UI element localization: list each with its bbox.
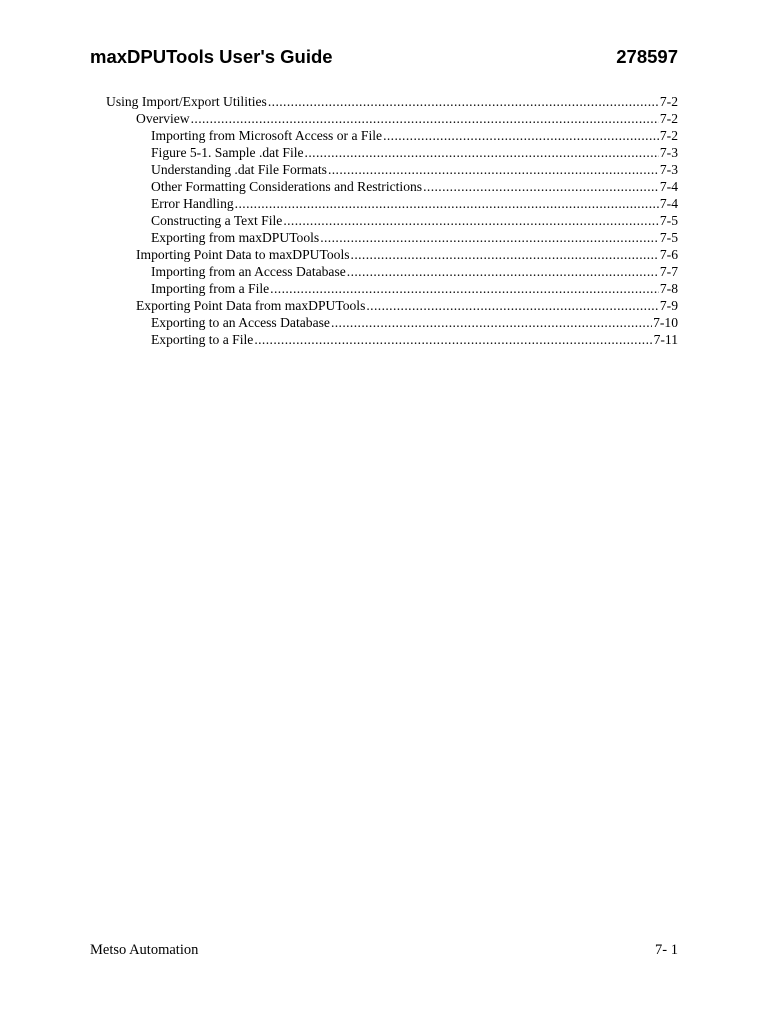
toc-leader-dots (270, 280, 659, 297)
toc-entry-title: Constructing a Text File (151, 213, 283, 228)
toc-entry-title: Other Formatting Considerations and Restrictions (151, 179, 423, 194)
toc-entry[interactable] (151, 263, 678, 280)
toc-entry[interactable] (151, 178, 678, 195)
toc-entry-page: 7-2 (659, 128, 678, 143)
toc-entry-title: Importing Point Data to maxDPUTools (136, 247, 350, 262)
toc-entry-title: Exporting Point Data from maxDPUTools (136, 298, 366, 313)
toc-entry-title: Understanding .dat File Formats (151, 162, 327, 177)
toc-entry-page: 7-2 (659, 94, 678, 109)
toc-entry[interactable] (151, 331, 678, 348)
toc-leader-dots (283, 212, 659, 229)
toc-leader-dots (423, 178, 659, 195)
toc-entry-page: 7-4 (659, 196, 678, 211)
toc-entry-title: Exporting to a File (151, 332, 254, 347)
toc-leader-dots (305, 144, 659, 161)
toc-leader-dots (366, 297, 659, 314)
toc-entry-page: 7-5 (659, 213, 678, 228)
toc-entry-title: Importing from Microsoft Access or a File (151, 128, 383, 143)
toc-entry-title: Figure 5-1. Sample .dat File (151, 145, 304, 160)
toc-leader-dots (268, 93, 659, 110)
toc-entry-page: 7-9 (659, 298, 678, 313)
toc-leader-dots (383, 127, 659, 144)
toc-entry-page: 7-4 (659, 179, 678, 194)
toc-entry-page: 7-5 (659, 230, 678, 245)
toc-entry[interactable] (151, 212, 678, 229)
document-title: maxDPUTools User's Guide (90, 46, 333, 67)
toc-entry-title: Error Handling (151, 196, 234, 211)
toc-entry-page: 7-8 (659, 281, 678, 296)
toc-entry[interactable] (151, 144, 678, 161)
toc-entry-page: 7-2 (659, 111, 678, 126)
toc-leader-dots (351, 246, 659, 263)
toc-entry[interactable] (151, 280, 678, 297)
toc-entry[interactable] (151, 195, 678, 212)
toc-entry[interactable] (151, 229, 678, 246)
toc-leader-dots (328, 161, 659, 178)
toc-entry-title: Overview (136, 111, 190, 126)
toc-leader-dots (320, 229, 659, 246)
toc-leader-dots (235, 195, 659, 212)
page-header (90, 46, 678, 68)
toc-entry[interactable] (136, 297, 678, 314)
toc-entry[interactable] (136, 110, 678, 127)
toc-entry-title: Importing from an Access Database (151, 264, 346, 279)
toc-entry[interactable] (136, 246, 678, 263)
footer-page-number: 7- 1 (655, 942, 678, 958)
toc-leader-dots (331, 314, 652, 331)
toc-entry-title: Exporting from maxDPUTools (151, 230, 320, 245)
toc-entry-page: 7-6 (659, 247, 678, 262)
toc-entry[interactable] (151, 314, 678, 331)
toc-entry-page: 7-11 (653, 332, 678, 347)
toc-entry-title: Importing from a File (151, 281, 270, 296)
toc-leader-dots (191, 110, 659, 127)
toc-entry-title: Exporting to an Access Database (151, 315, 330, 330)
toc-entry[interactable] (151, 127, 678, 144)
toc-entry-page: 7-3 (659, 145, 678, 160)
toc-leader-dots (254, 331, 652, 348)
toc-leader-dots (347, 263, 659, 280)
toc-entry-page: 7-3 (659, 162, 678, 177)
footer-company: Metso Automation (90, 942, 199, 958)
toc-entry[interactable] (106, 93, 678, 110)
toc-entry-title: Using Import/Export Utilities (106, 94, 267, 109)
toc-entry-page: 7-7 (659, 264, 678, 279)
page-footer (90, 942, 678, 959)
toc-entry[interactable] (151, 161, 678, 178)
document-number: 278597 (616, 46, 678, 67)
toc-entry-page: 7-10 (653, 315, 678, 330)
